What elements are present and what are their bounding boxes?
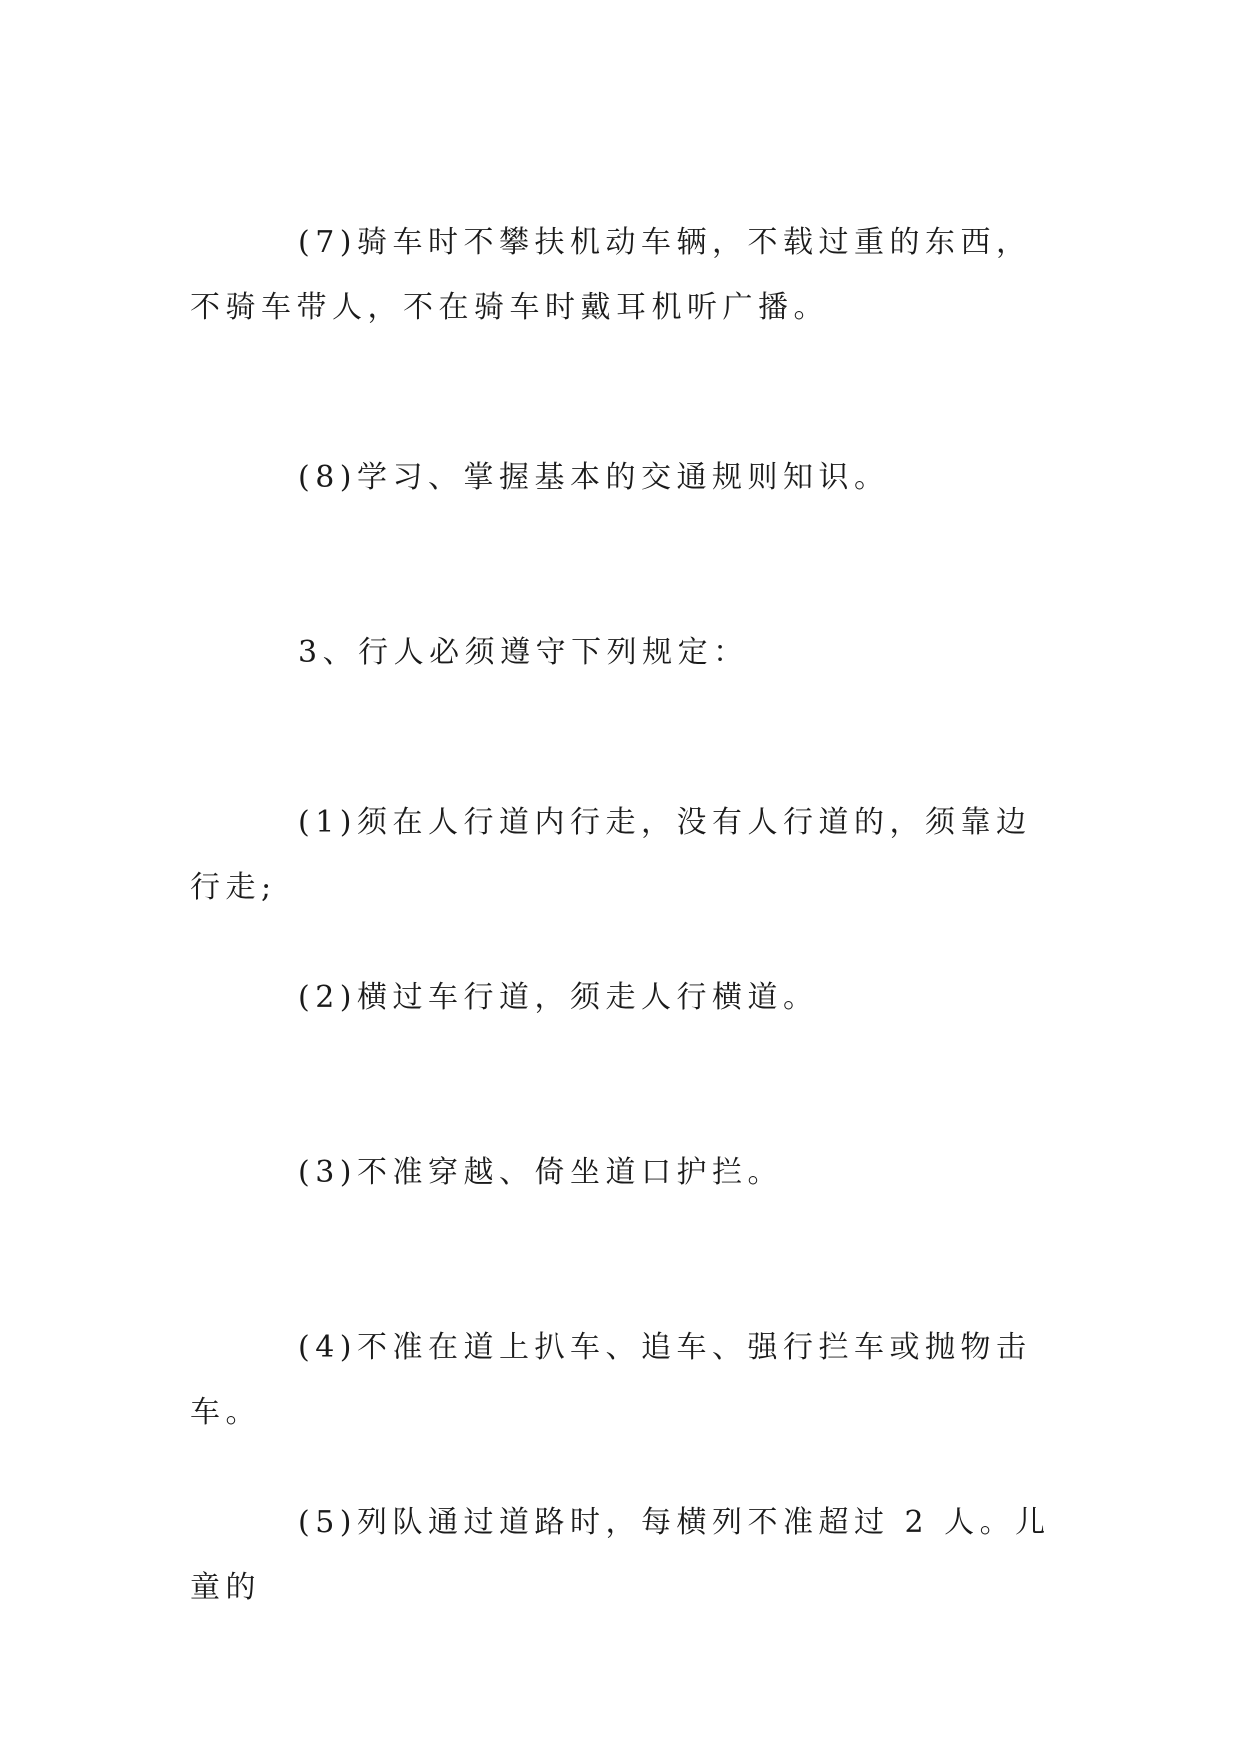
paragraph-item-8: (8)学习、掌握基本的交通规则知识。 — [298, 460, 890, 495]
paragraph-item-7: (7)骑车时不攀扶机动车辆，不载过重的东西，不骑车带人，不在骑车时戴耳机听广播。 — [190, 225, 1032, 325]
rule-item-1: (1)须在人行道内行走，没有人行道的，须靠边行走; — [190, 805, 1032, 905]
rule-item-2: (2)横过车行道，须走人行横道。 — [298, 980, 819, 1015]
rule-item-5: (5)列队通过道路时，每横列不准超过 2 人。儿童的 — [190, 1505, 1051, 1605]
rule-item-4: (4)不准在道上扒车、追车、强行拦车或抛物击车。 — [190, 1330, 1032, 1430]
rule-item-3: (3)不准穿越、倚坐道口护拦。 — [298, 1155, 783, 1190]
section-heading-3: 3、行人必须遵守下列规定： — [298, 635, 749, 670]
